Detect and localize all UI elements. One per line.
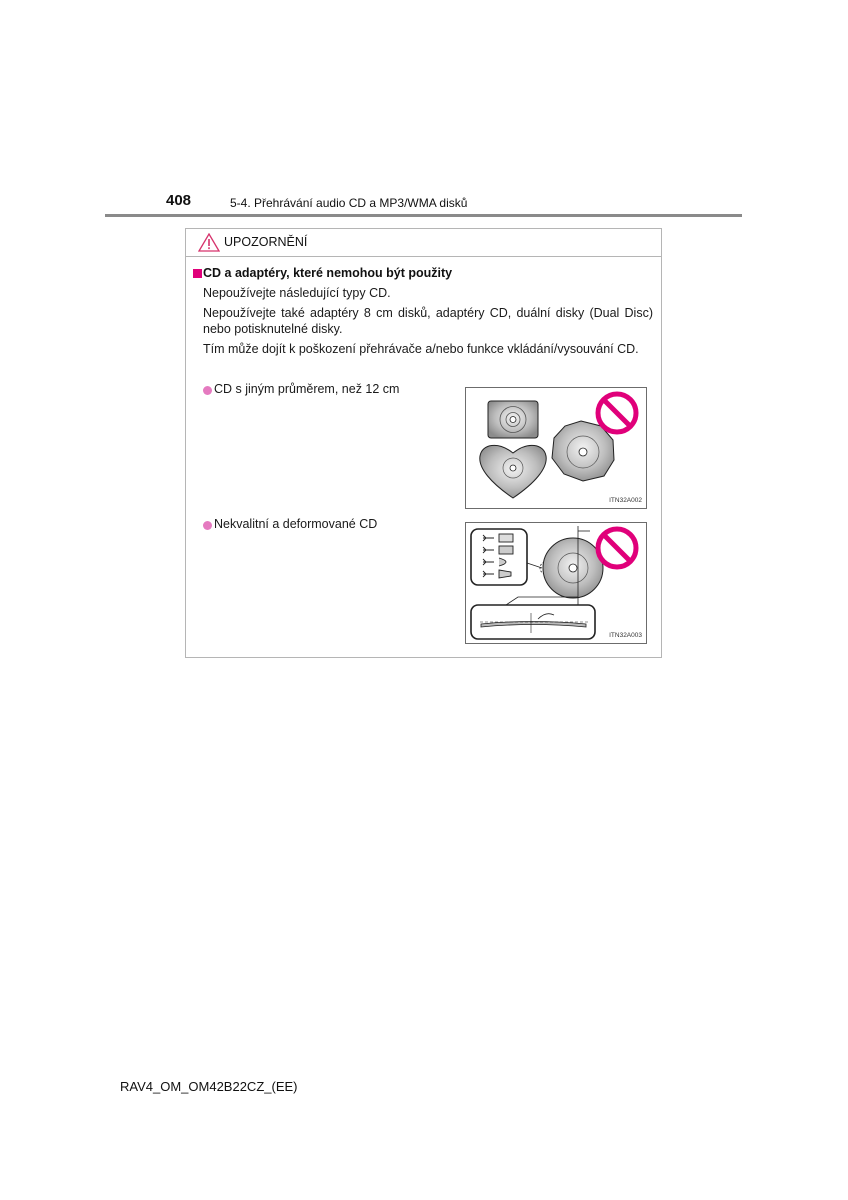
illustration-deformed-cds — [465, 522, 647, 644]
square-bullet-icon — [193, 269, 202, 278]
page-header — [0, 0, 848, 220]
document-code: RAV4_OM_OM42B22CZ_(EE) — [120, 1079, 298, 1094]
header-rule — [105, 214, 742, 217]
bullet-dot-icon — [203, 521, 212, 530]
illustration-odd-shaped-cds — [465, 387, 647, 509]
caution-header — [186, 229, 661, 257]
bullet-dot-icon — [203, 386, 212, 395]
figure-code: ITN32A002 — [609, 497, 642, 504]
warning-triangle-icon — [198, 233, 220, 252]
section-title: 5-4. Přehrávání audio CD a MP3/WMA disků — [230, 196, 468, 210]
bullet-item: CD s jiným průměrem, než 12 cm — [214, 382, 400, 396]
paragraph: Nepoužívejte také adaptéry 8 cm disků, adaptéry CD, duální disky (Dual Disc) nebo potisknutelné disky. — [203, 306, 653, 336]
odd-shaped-cds-drawing — [466, 388, 646, 508]
caution-subheading: CD a adaptéry, které nemohou být použity — [203, 266, 453, 280]
figure-code: ITN32A003 — [609, 632, 642, 639]
caution-box — [185, 228, 662, 658]
paragraph: Tím může dojít k poškození přehrávače a/nebo funkce vkládání/vysouvání CD. — [203, 342, 639, 356]
page-number: 408 — [166, 192, 192, 209]
deformed-cds-drawing — [466, 523, 646, 643]
bullet-item: Nekvalitní a deformované CD — [214, 517, 378, 531]
paragraph: Nepoužívejte následující typy CD. — [203, 286, 391, 300]
caution-title: UPOZORNĚNÍ — [224, 235, 308, 249]
